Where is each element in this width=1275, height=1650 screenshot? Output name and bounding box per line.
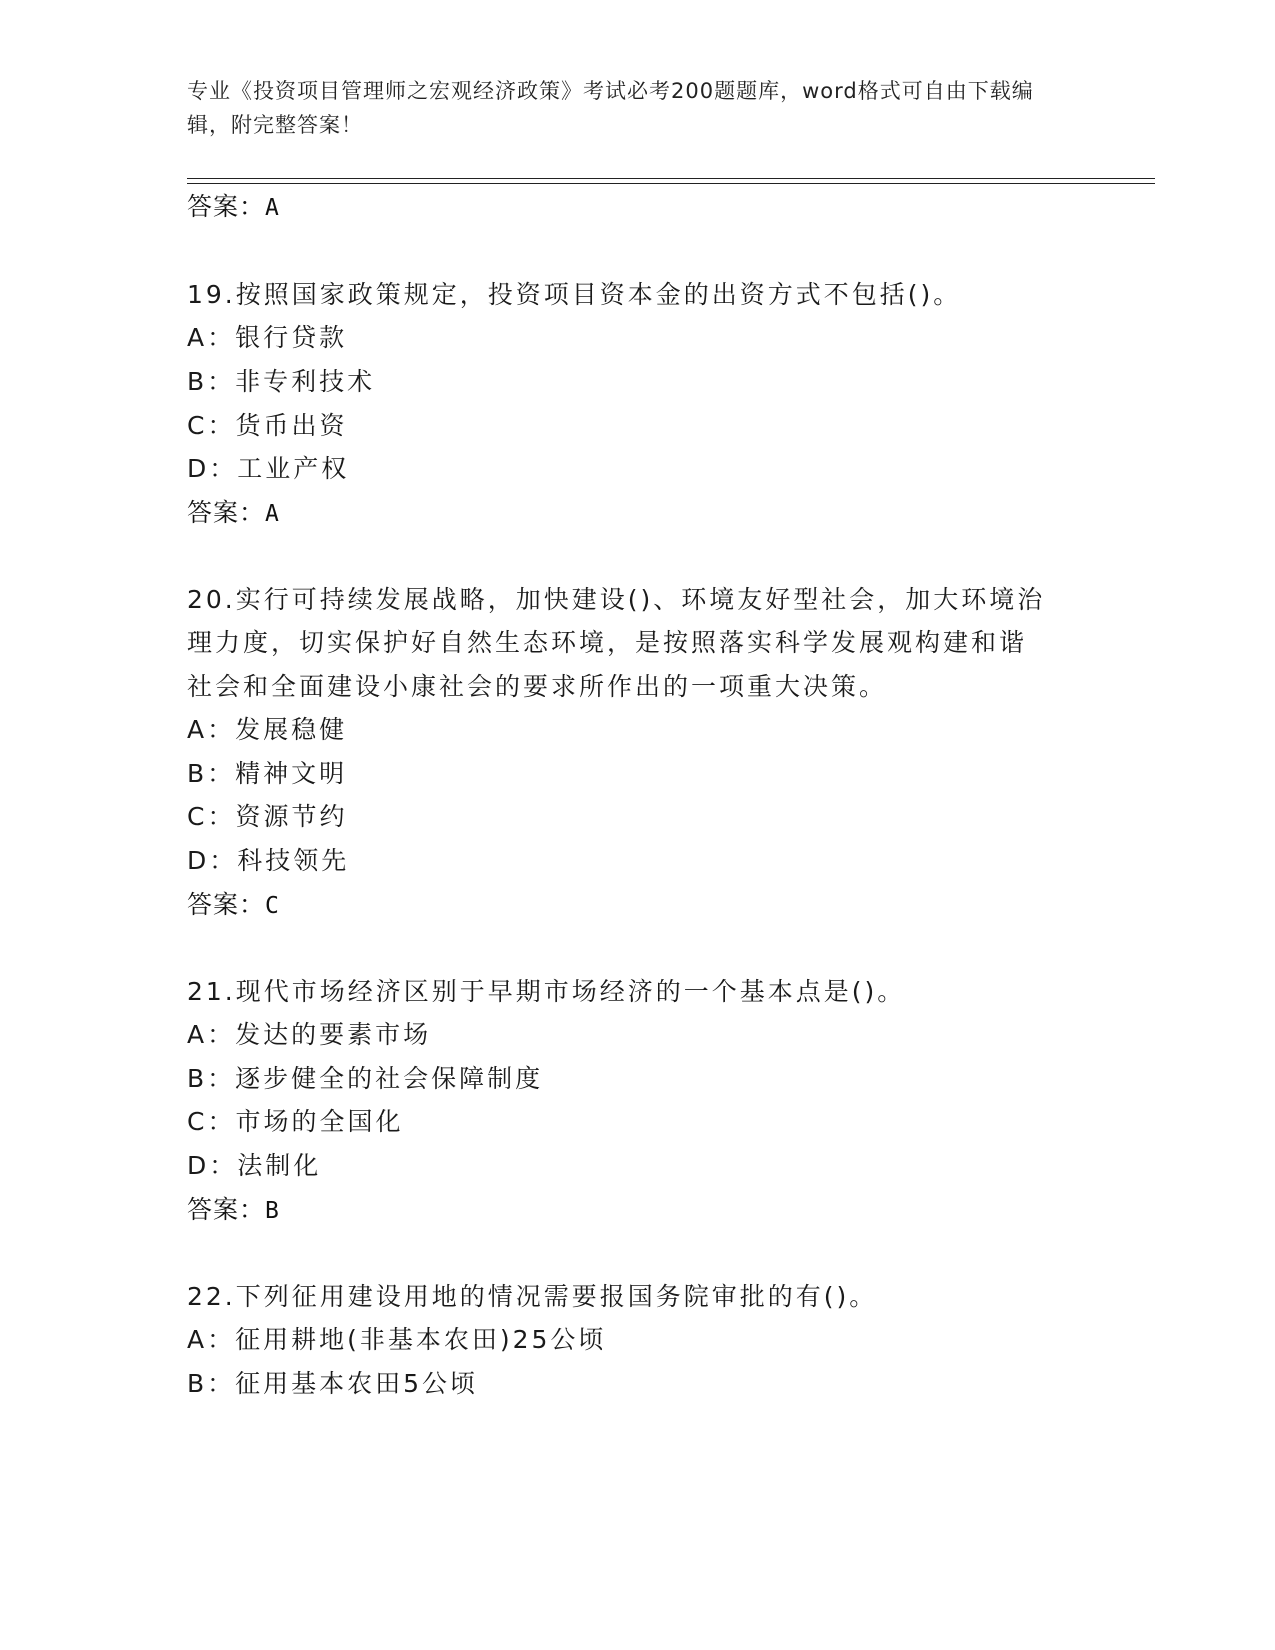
question-stem-line: 理力度，切实保护好自然生态环境，是按照落实科学发展观构建和谐 — [187, 628, 1028, 657]
option-a: A：发展稳健 — [187, 715, 348, 744]
option-b: B：逐步健全的社会保障制度 — [187, 1064, 544, 1093]
option-b: B：非专利技术 — [187, 367, 376, 396]
answer-line — [187, 190, 280, 225]
answer-label: 答案： — [187, 498, 266, 527]
option-a: A：发达的要素市场 — [187, 1020, 432, 1049]
question-stem-line: 22.下列征用建设用地的情况需要报国务院审批的有()。 — [187, 1282, 878, 1311]
question-stem-line: 社会和全面建设小康社会的要求所作出的一项重大决策。 — [187, 672, 888, 701]
answer-label: 答案： — [187, 890, 266, 919]
option-b: B：征用基本农田5公顷 — [187, 1369, 479, 1398]
answer-value: C — [265, 893, 280, 919]
answer-value: A — [265, 501, 280, 527]
header-divider — [187, 178, 1155, 179]
option-d: D：工业产权 — [187, 454, 350, 483]
answer-line — [187, 496, 280, 531]
option-c: C：资源节约 — [187, 802, 348, 831]
answer-value: A — [265, 195, 280, 221]
option-d: D：科技领先 — [187, 846, 350, 875]
question-stem-line: 20.实行可持续发展战略，加快建设()、环境友好型社会，加大环境治 — [187, 585, 1046, 614]
answer-line — [187, 1193, 280, 1228]
document-intro: 专业《投资项目管理师之宏观经济政策》考试必考200题题库，word格式可自由下载编辑，附完整答案！ — [187, 79, 1034, 137]
option-c: C：市场的全国化 — [187, 1107, 404, 1136]
option-c: C：货币出资 — [187, 411, 348, 440]
answer-label: 答案： — [187, 1195, 266, 1224]
question-stem-line: 21.现代市场经济区别于早期市场经济的一个基本点是()。 — [187, 977, 906, 1006]
option-a: A：银行贷款 — [187, 323, 348, 352]
option-b: B：精神文明 — [187, 759, 348, 788]
option-a: A：征用耕地(非基本农田)25公顷 — [187, 1325, 607, 1354]
answer-line — [187, 888, 280, 923]
question-stem-line: 19.按照国家政策规定，投资项目资本金的出资方式不包括()。 — [187, 280, 962, 309]
header-divider-thin — [187, 183, 1155, 184]
answer-value: B — [265, 1198, 280, 1224]
option-d: D：法制化 — [187, 1151, 322, 1180]
answer-label: 答案： — [187, 192, 266, 221]
